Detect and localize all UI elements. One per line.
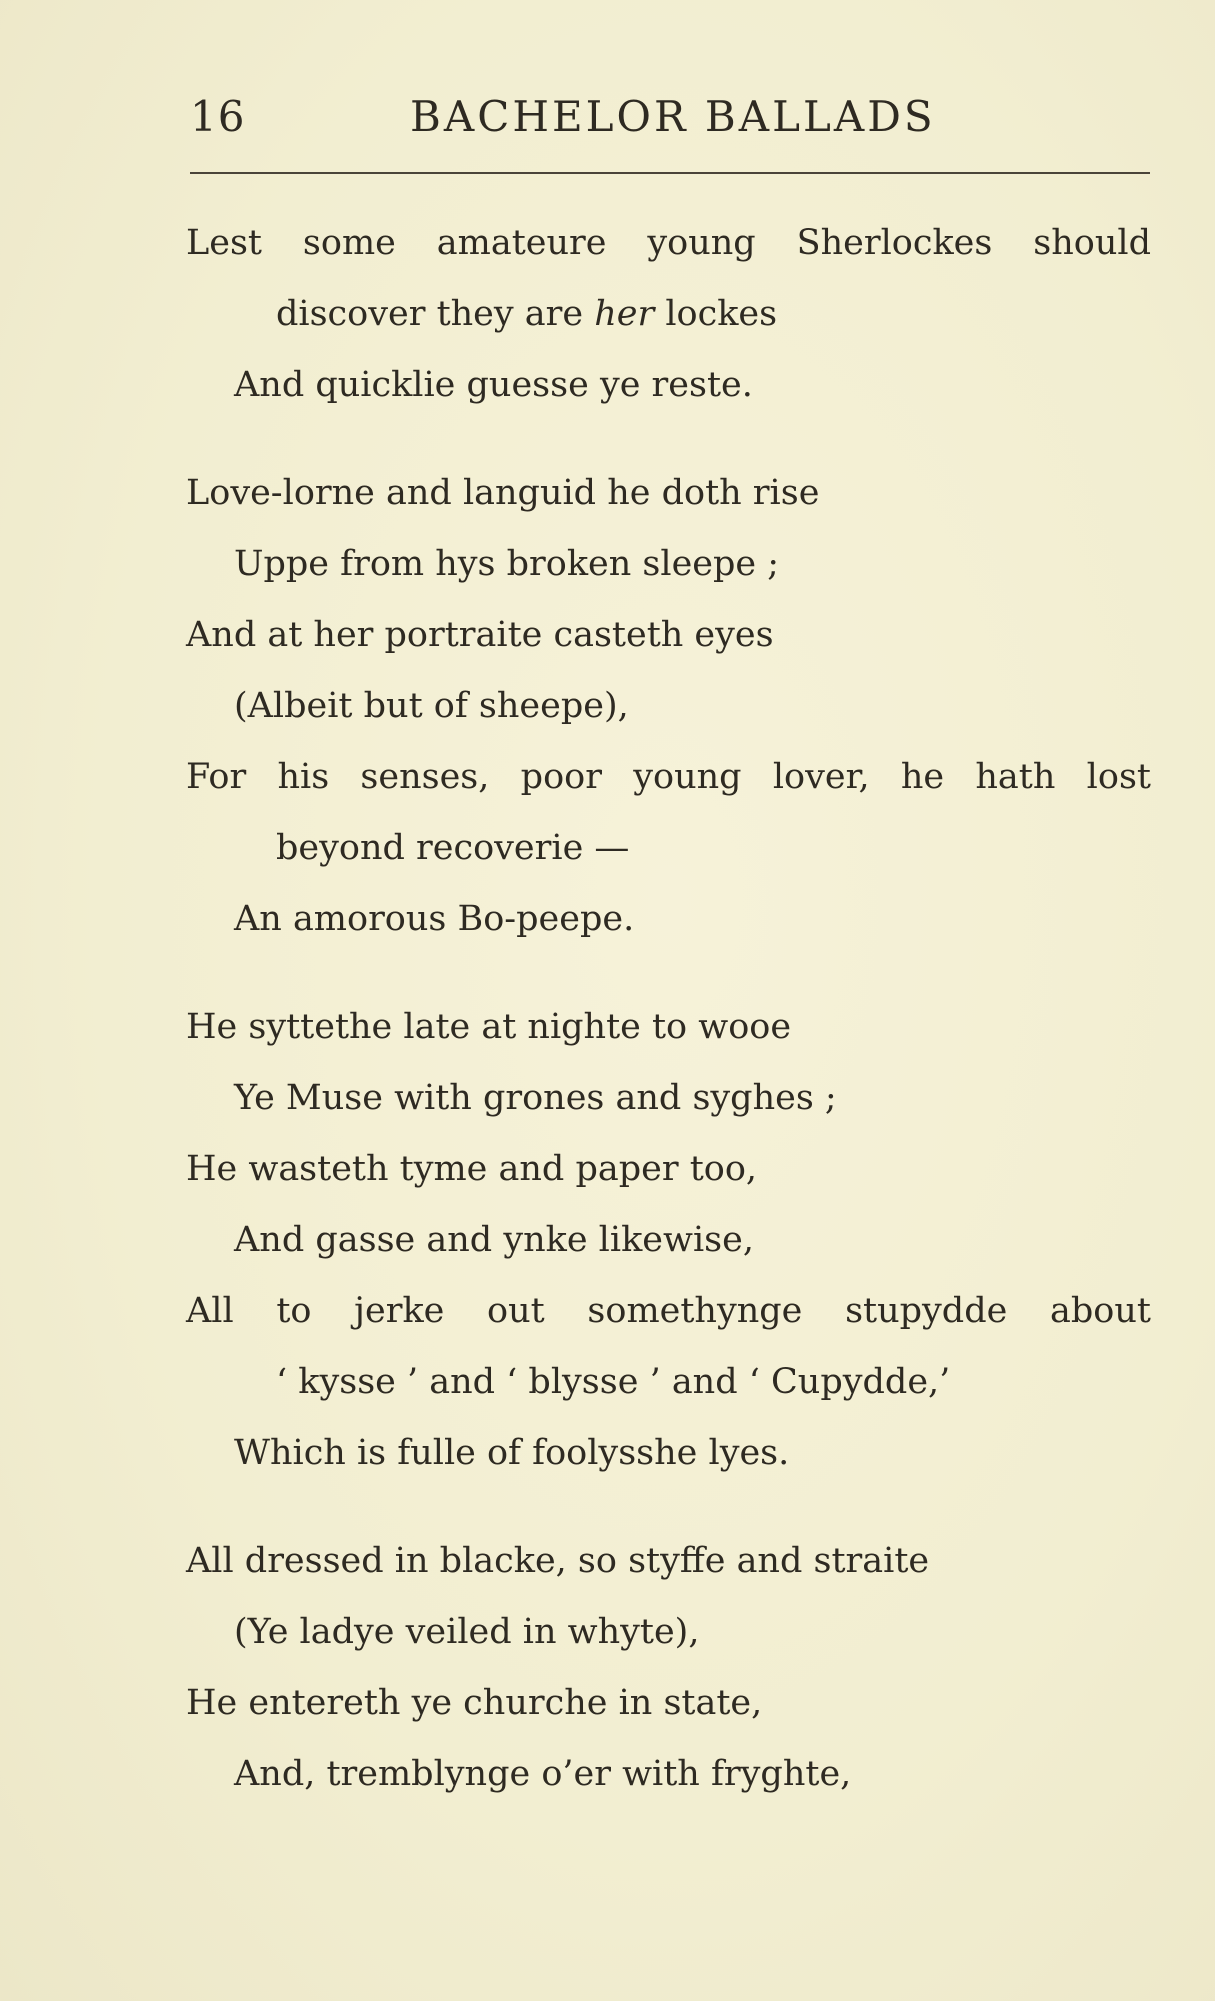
poem-line-1-2 <box>186 279 1156 350</box>
poem-line-3-2: Ye Muse with grones and syghes ; <box>234 1078 837 1118</box>
word: his <box>277 757 330 797</box>
poem-line-2-6: beyond recoverie — <box>276 828 630 868</box>
poem-line-3-5 <box>186 1276 1151 1347</box>
page-number: 16 <box>190 92 246 141</box>
poem-body <box>186 208 1156 1847</box>
page-header <box>190 92 1150 152</box>
line-text: lockes <box>654 294 778 334</box>
poem-line-3-4: And gasse and ynke likewise, <box>234 1220 754 1260</box>
word: For <box>186 757 247 797</box>
word: amateure <box>436 223 607 263</box>
word: he <box>900 757 945 797</box>
poem-line-3-1: He syttethe late at nighte to wooe <box>186 1007 792 1047</box>
word: jerke <box>354 1291 445 1331</box>
poem-line-2-4: (Albeit but of sheepe), <box>234 686 629 726</box>
poem-line-2-2: Uppe from hys broken sleepe ; <box>234 544 780 584</box>
poem-line-3-6: ‘ kysse ’ and ‘ blysse ’ and ‘ Cupydde,’ <box>276 1362 951 1402</box>
poem-line-4-4: And, tremblynge o’er with fryghte, <box>234 1754 852 1794</box>
poem-line-2-5 <box>186 742 1151 813</box>
word: stupydde <box>845 1291 1008 1331</box>
word: Lest <box>186 223 262 263</box>
word: somethynge <box>587 1291 803 1331</box>
running-title: BACHELOR BALLADS <box>410 92 936 141</box>
stanza-3 <box>186 992 1156 1489</box>
word: should <box>1033 223 1151 263</box>
word: poor <box>520 757 602 797</box>
line-text: discover they are <box>276 294 595 334</box>
poem-line-3-3: He wasteth tyme and paper too, <box>186 1149 758 1189</box>
poem-line-1-1 <box>186 208 1151 279</box>
word: lost <box>1086 757 1151 797</box>
stanza-4 <box>186 1526 1156 1810</box>
word: senses, <box>360 757 490 797</box>
word: to <box>276 1291 312 1331</box>
poem-line-3-7: Which is fulle of foolysshe lyes. <box>234 1433 790 1473</box>
poem-line-2-7: An amorous Bo-peepe. <box>234 899 635 939</box>
poem-line-2-3: And at her portraite casteth eyes <box>186 615 774 655</box>
word: out <box>487 1291 545 1331</box>
italic-word: her <box>594 294 655 334</box>
word: lover, <box>772 757 870 797</box>
poem-line-1-3: And quicklie guesse ye reste. <box>234 365 753 405</box>
word: some <box>302 223 396 263</box>
header-rule <box>190 172 1150 174</box>
word: about <box>1050 1291 1151 1331</box>
stanza-2 <box>186 458 1156 955</box>
poem-line-4-2: (Ye ladye veiled in whyte), <box>234 1612 700 1652</box>
word: young <box>633 757 742 797</box>
stanza-1 <box>186 208 1156 421</box>
word: hath <box>975 757 1056 797</box>
word: young <box>647 223 756 263</box>
poem-line-4-1: All dressed in blacke, so styffe and straite <box>186 1541 930 1581</box>
word: All <box>186 1291 234 1331</box>
poem-line-4-3: He entereth ye churche in state, <box>186 1683 763 1723</box>
poem-line-2-1: Love-lorne and languid he doth rise <box>186 473 820 513</box>
word: Sherlockes <box>796 223 993 263</box>
